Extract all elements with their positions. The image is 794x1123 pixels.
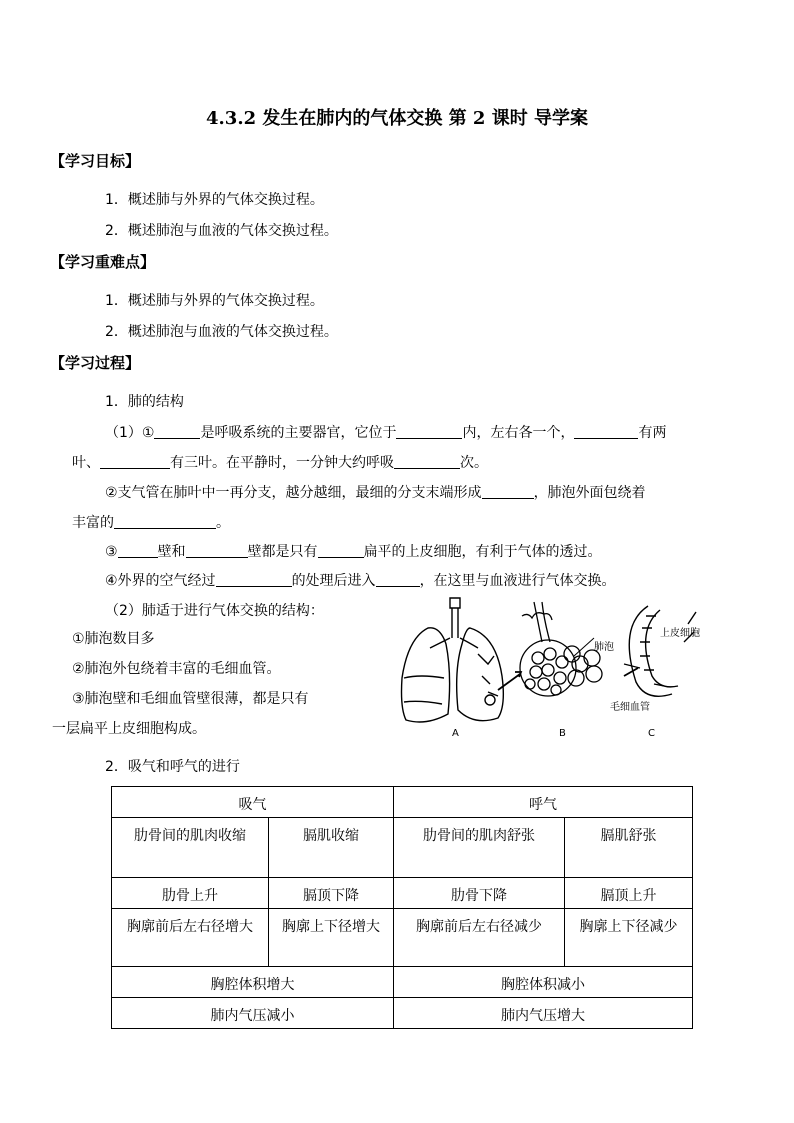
question-2-line-1: ②支气管在肺叶中一再分支，越分越细，最细的分支末端形成 ，肺泡外面包绕着: [105, 485, 646, 501]
table-row: [112, 909, 693, 967]
table-cell: 肋骨间的肌肉收缩: [112, 818, 269, 878]
fill-blank[interactable]: [100, 454, 170, 469]
table-cell: 膈肌收缩: [269, 818, 394, 878]
objective-item-2: 2．概述肺泡与血液的气体交换过程。: [105, 223, 338, 239]
question-2-line-2: 丰富的 。: [72, 515, 230, 531]
alveoli-cluster-illustration: [520, 602, 602, 696]
table-cell: 肋骨下降: [394, 878, 565, 909]
question-4: ④外界的空气经过 的处理后进入 ，在这里与血液进行气体交换。: [105, 573, 616, 589]
fill-blank[interactable]: [114, 514, 216, 529]
breathing-table: [111, 786, 693, 1029]
question-1-line-2: 叶、 有三叶。在平静时，一分钟大约呼吸 次。: [72, 455, 488, 471]
table-cell: 胸廓前后左右径增大: [112, 909, 269, 967]
fill-blank[interactable]: [574, 424, 638, 439]
table-row: [112, 998, 693, 1029]
figure-label-b: B: [559, 728, 566, 739]
capillary-illustration: [624, 606, 696, 696]
fill-blank[interactable]: [396, 424, 462, 439]
epithelium-label: 上皮细胞: [660, 628, 700, 639]
table-cell: 胸腔体积增大: [112, 967, 394, 998]
question-3: ③ 壁和 壁都是只有 扁平的上皮细胞，有利于气体的透过。: [105, 544, 602, 560]
figure-label-a: A: [452, 728, 459, 739]
table-row: [112, 787, 693, 818]
table-cell: 肋骨间的肌肉舒张: [394, 818, 565, 878]
process-heading: 【学习过程】: [50, 354, 141, 372]
adaptation-point-3-cont: 一层扁平上皮细胞构成。: [52, 721, 206, 737]
fill-blank[interactable]: [318, 543, 364, 558]
keypoints-heading: 【学习重难点】: [50, 253, 156, 271]
fill-blank[interactable]: [394, 454, 460, 469]
fill-blank[interactable]: [118, 543, 158, 558]
page-title: 4.3.2 发生在肺内的气体交换 第 2 课时 导学案: [206, 108, 588, 129]
table-cell: 胸腔体积减小: [394, 967, 693, 998]
table-cell: 肋骨上升: [112, 878, 269, 909]
lung-structure-figure: [398, 592, 720, 742]
keypoint-item-2: 2．概述肺泡与血液的气体交换过程。: [105, 324, 338, 340]
figure-label-c: C: [648, 728, 655, 739]
table-row: [112, 878, 693, 909]
table-cell: 膈顶上升: [565, 878, 693, 909]
fill-blank[interactable]: [154, 424, 200, 439]
fill-blank[interactable]: [216, 572, 292, 587]
capillary-label: 毛细血管: [610, 702, 650, 713]
question-1-line-1: （1）① 是呼吸系统的主要器官，它位于 内，左右各一个， 有两: [105, 425, 667, 441]
table-cell: 肺内气压减小: [112, 998, 394, 1029]
table-cell: 胸廓前后左右径减少: [394, 909, 565, 967]
adaptation-heading: （2）肺适于进行气体交换的结构：: [105, 603, 324, 619]
inhale-header: 吸气: [112, 787, 394, 818]
table-cell: 胸廓上下径增大: [269, 909, 394, 967]
objective-item-1: 1．概述肺与外界的气体交换过程。: [105, 192, 324, 208]
table-cell: 膈顶下降: [269, 878, 394, 909]
lung-structure-heading: 1．肺的结构: [105, 394, 184, 410]
exhale-header: 呼气: [394, 787, 693, 818]
adaptation-point-2: ②肺泡外包绕着丰富的毛细血管。: [72, 661, 281, 677]
fill-blank[interactable]: [186, 543, 248, 558]
table-cell: 膈肌舒张: [565, 818, 693, 878]
table-row: [112, 967, 693, 998]
fill-blank[interactable]: [376, 572, 420, 587]
objectives-heading: 【学习目标】: [50, 152, 141, 170]
table-row: [112, 818, 693, 878]
lungs-illustration: [402, 598, 522, 722]
table-cell: 肺内气压增大: [394, 998, 693, 1029]
keypoint-item-1: 1．概述肺与外界的气体交换过程。: [105, 293, 324, 309]
fill-blank[interactable]: [482, 484, 534, 499]
table-cell: 胸廓上下径减少: [565, 909, 693, 967]
adaptation-point-3: ③肺泡壁和毛细血管壁很薄，都是只有: [72, 691, 309, 707]
breathing-heading: 2．吸气和呼气的进行: [105, 759, 240, 775]
adaptation-point-1: ①肺泡数目多: [72, 631, 155, 647]
alveolus-label: 肺泡: [594, 642, 614, 653]
